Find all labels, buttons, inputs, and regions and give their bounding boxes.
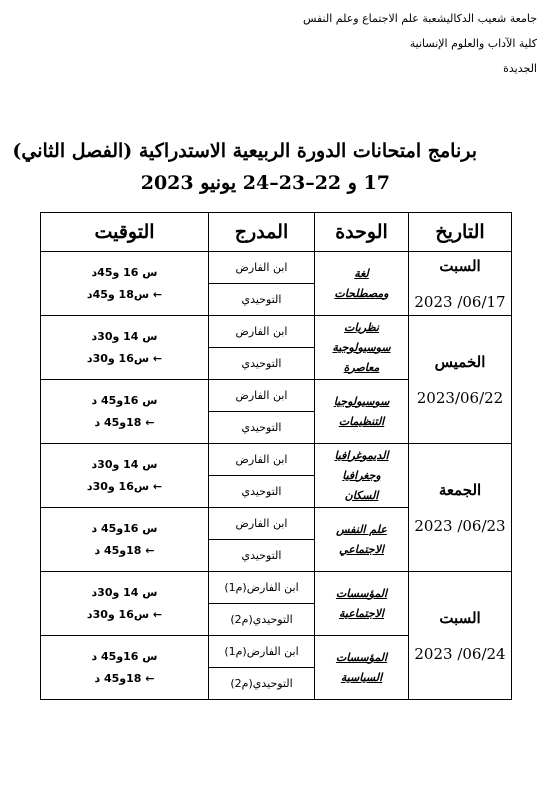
table-row [41,444,512,476]
header-unit: الوحدة [315,213,409,252]
room-cell: التوحيدي [209,540,315,572]
room-cell: ابن الفارض [209,444,315,476]
module-name-cell [315,636,409,700]
time-line: ← س16 و30د [86,479,163,493]
module-name-line: وجغرافيا [342,468,381,482]
room-cell: ابن الفارض(م1) [209,572,315,604]
exam-date-cell [409,316,512,444]
module-name-line: ومصطلحات [334,286,389,300]
module-name-line: علم النفس [336,522,387,536]
table-row [41,572,512,604]
module-name-line: معاصرة [343,360,380,374]
time-line: ← س16 و30د [86,607,163,621]
day-name: السبت [439,256,481,275]
time-line: س 16و45 د [91,393,158,407]
day-name: الخميس [434,352,486,371]
time-cell [41,444,209,508]
page-title: برنامج امتحانات الدورة الربيعية الاستدراكية (الفصل الثاني) [12,140,477,162]
exam-date: 2023/06/22 [416,388,504,407]
room-cell: التوحيدي [209,284,315,316]
exam-date: 2023 /06/17 [414,292,506,311]
city-name: الجديدة [503,62,537,75]
time-line: س 14 و30د [91,457,158,471]
university-name: جامعة شعيب الدكاليشعبة علم الاجتماع وعلم النفس [302,12,537,25]
exam-date-cell [409,572,512,700]
day-name: الجمعة [438,480,482,499]
exam-date-cell [409,252,512,316]
time-line: س 16و45 د [91,649,158,663]
table-row [41,252,512,284]
table-row [41,316,512,348]
room-cell: ابن الفارض [209,316,315,348]
module-name-line: السكان [344,488,379,502]
time-cell [41,508,209,572]
module-name-line: نظريات [344,320,379,334]
module-name-line: الاجتماعي [339,542,384,556]
module-name-cell [315,444,409,508]
module-name-line: الديموغرافيا [334,448,389,462]
time-line: ← 18و45 د [94,415,155,429]
room-cell: التوحيدي(م2) [209,604,315,636]
time-line: س 16و45 د [91,521,158,535]
module-name-line: المؤسسات [335,586,388,600]
faculty-name: كلية الآداب والعلوم الإنسانية [409,37,537,50]
room-cell: التوحيدي [209,412,315,444]
table-header-row [41,213,512,252]
exam-schedule-table [40,212,512,700]
page-subtitle-dates: 17 و 22–23–24 يونيو 2023 [140,172,390,194]
room-cell: ابن الفارض(م1) [209,636,315,668]
module-name-line: التنظيمات [338,414,385,428]
time-cell [41,380,209,444]
header-date: التاريخ [409,213,512,252]
module-name-line: السياسية [340,670,383,684]
room-cell: التوحيدي(م2) [209,668,315,700]
time-line: س 16 و45د [91,265,158,279]
module-name-cell [315,252,409,316]
exam-date: 2023 /06/24 [414,644,506,663]
module-name-cell [315,572,409,636]
module-name-cell [315,508,409,572]
exam-date: 2023 /06/23 [414,516,506,535]
time-line: ← 18و45 د [94,543,155,557]
time-line: ← س16 و30د [86,351,163,365]
time-cell [41,316,209,380]
module-name-line: سوسيولوجيا [333,394,390,408]
time-line: س 14 و30د [91,585,158,599]
module-name-cell [315,380,409,444]
time-line: ← 18و45 د [94,671,155,685]
room-cell: ابن الفارض [209,508,315,540]
module-name-cell [315,316,409,380]
module-name-line: سوسيولوجية [332,340,391,354]
room-cell: ابن الفارض [209,252,315,284]
day-name: السبت [439,608,481,627]
header-time: التوقيت [41,213,209,252]
module-name-line: لغة [354,266,369,280]
room-cell: التوحيدي [209,476,315,508]
time-line: س 14 و30د [91,329,158,343]
module-name-line: الاجتماعية [339,606,384,620]
room-cell: التوحيدي [209,348,315,380]
time-line: ← س18 و45د [86,287,163,301]
exam-date-cell [409,444,512,572]
time-cell [41,636,209,700]
time-cell [41,572,209,636]
room-cell: ابن الفارض [209,380,315,412]
time-cell [41,252,209,316]
module-name-line: المؤسسات [335,650,388,664]
header-room: المدرج [209,213,315,252]
